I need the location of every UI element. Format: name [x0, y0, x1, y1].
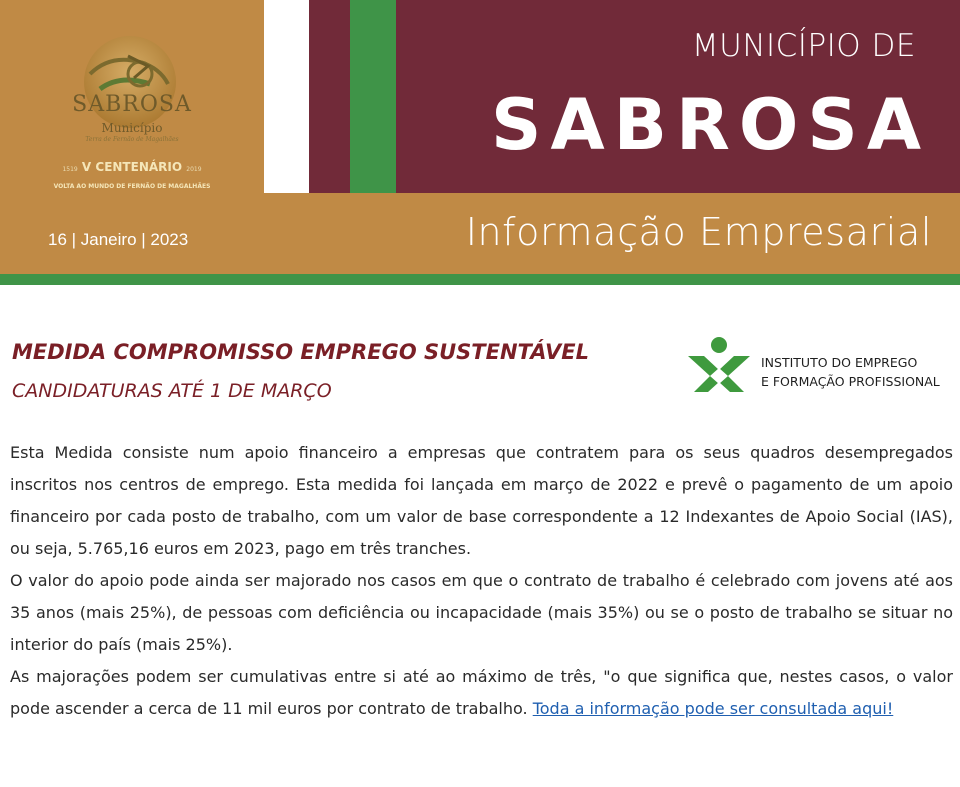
paragraph-3 [10, 661, 953, 725]
municipality-name: SABROSA [491, 84, 930, 166]
white-stripe [264, 0, 309, 193]
iefp-name [761, 353, 940, 391]
paragraph-1: Esta Medida consiste num apoio financeiro a empresas que contratem para os seus quadros desempregados inscritos nos centros de emprego. Esta medida foi lançada em março de 2022 e prevê o pagamento de um apoio financeiro por cada posto de trabalho, com um valor de base correspondente a 12 Indexantes de Apoio Social (IAS), ou seja, 5.765,16 euros em 2023, pago em três tranches. [10, 443, 953, 558]
logo-title: SABROSA [72, 92, 192, 117]
section-title: Informação Empresarial [465, 210, 932, 254]
green-stripe [350, 0, 396, 193]
logo-tagline: Terra de Fernão de Magalhães [85, 136, 179, 143]
logo-centenario-label: V CENTENÁRIO [81, 160, 183, 174]
logo-year-left: 1519 [62, 166, 78, 173]
logo-municipio: Município [101, 121, 163, 135]
paragraph-3-text: As majorações podem ser cumulativas entre si até ao máximo de três, "o que significa que, nestes casos, o valor pode ascender a cerca de 11 mil euros por contrato de trabalho. [10, 667, 953, 718]
paragraph-2: O valor do apoio pode ainda ser majorado nos casos em que o contrato de trabalho é celebrado com jovens até aos 35 anos (mais 25%), de pessoas com deficiência ou incapacidade (mais 35%) ou se o posto de trabalho se situar no interior do país (mais 25%). [10, 571, 953, 654]
maroon-stripe [309, 0, 350, 193]
more-info-link[interactable]: Toda a informação pode ser consultada aqui! [532, 699, 894, 718]
header-divider [0, 274, 960, 285]
iefp-line-1: INSTITUTO DO EMPREGO [761, 355, 918, 370]
article-subheadline: CANDIDATURAS ATÉ 1 DE MARÇO [12, 380, 332, 402]
newsletter-header [0, 0, 960, 274]
issue-date: 16 | Janeiro | 2023 [48, 230, 189, 249]
municipio-de-label: MUNICÍPIO DE [691, 28, 916, 64]
iefp-logo-icon [684, 336, 754, 394]
logo-volta: VOLTA AO MUNDO DE FERNÃO DE MAGALHÃES [53, 183, 211, 190]
municipality-logo [0, 0, 264, 193]
article-body [10, 437, 953, 725]
iefp-line-2: E FORMAÇÃO PROFISSIONAL [761, 374, 940, 389]
logo-centenario [0, 160, 264, 174]
article-headline: MEDIDA COMPROMISSO EMPREGO SUSTENTÁVEL [12, 340, 590, 364]
logo-year-right: 2019 [186, 166, 202, 173]
